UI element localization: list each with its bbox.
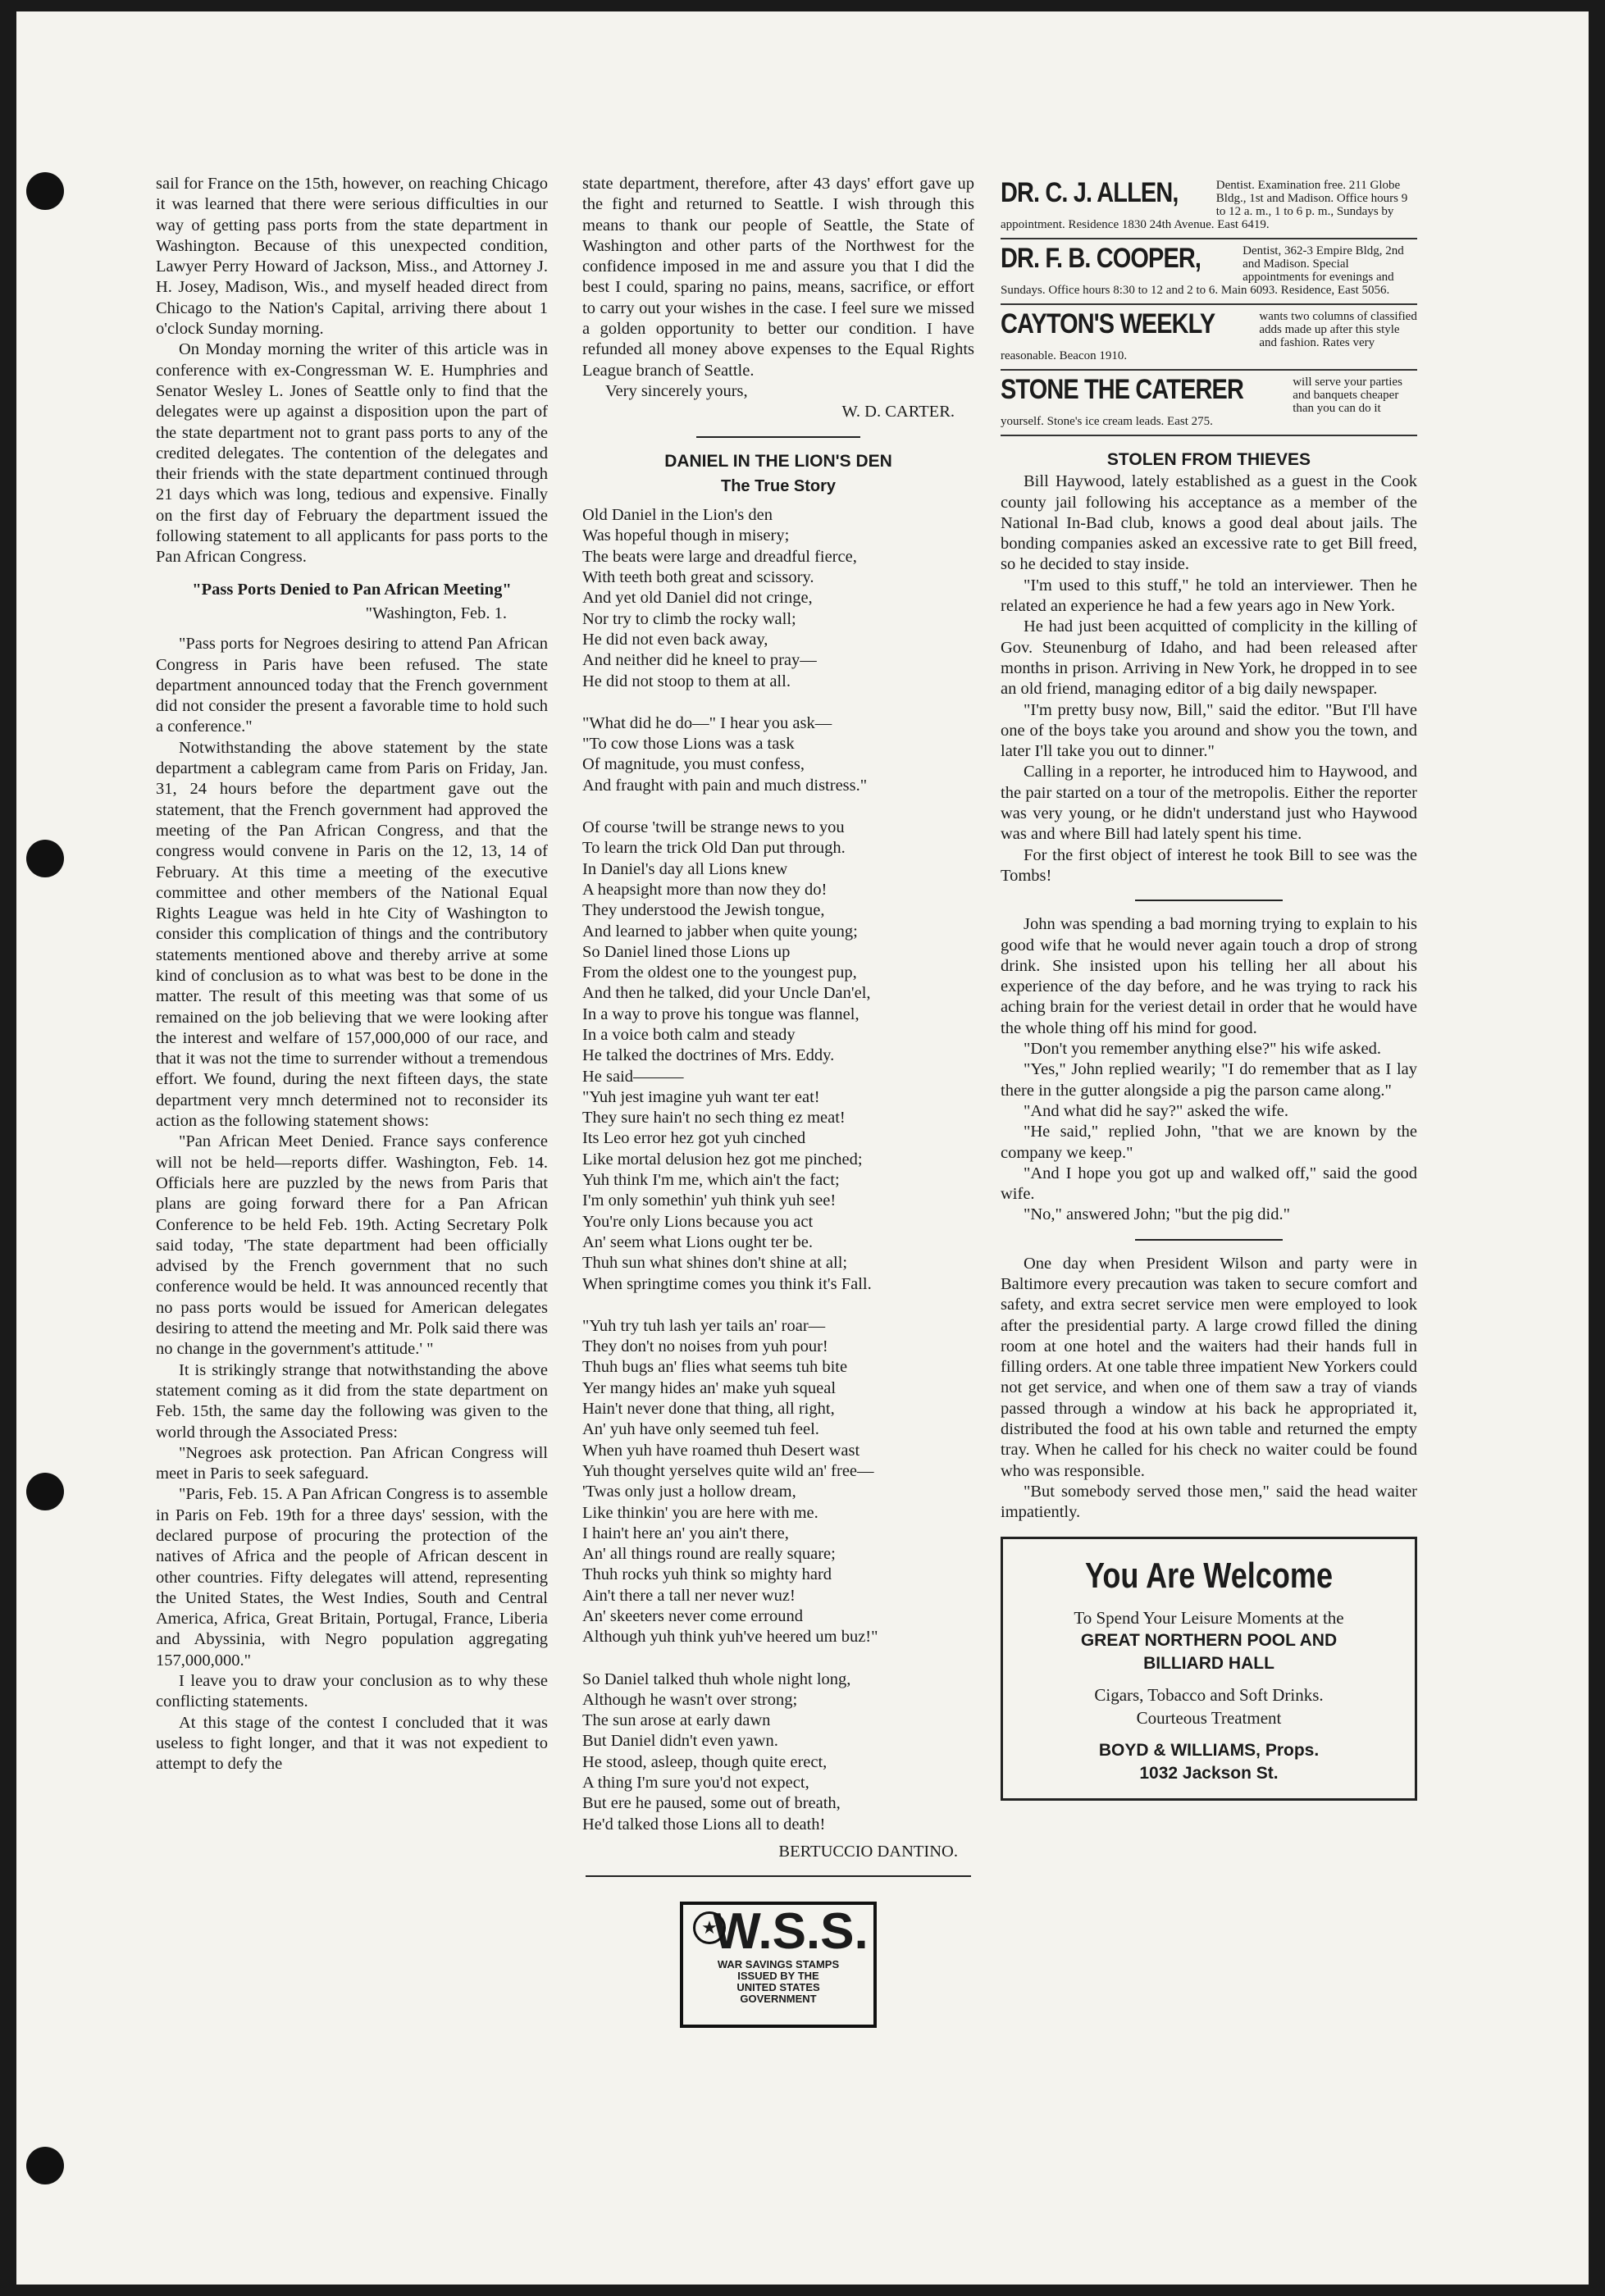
poem-line: He did not stoop to them at all. xyxy=(582,672,791,690)
paragraph: "Yes," John replied wearily; "I do remember that as I lay there in the gutter alongside a pig the parson came along." xyxy=(1001,1060,1417,1100)
divider xyxy=(1135,900,1283,901)
poem-line: When yuh have roamed thuh Desert wast xyxy=(582,1441,860,1460)
poem-line: He stood, asleep, though quite erect, xyxy=(582,1752,828,1771)
paragraph: "He said," replied John, "that we are known by the company we keep." xyxy=(1001,1123,1417,1162)
poem-line: Although yuh think yuh've heered um buz!" xyxy=(582,1628,878,1647)
poem-line: I'm only somethin' yuh think yuh see! xyxy=(582,1191,837,1210)
paragraph: "I'm pretty busy now, Bill," said the editor. "But I'll have one of the boys take you around and show you the town, and later I'll take you out to dinner." xyxy=(1001,700,1417,761)
poem-title: DANIEL IN THE LION'S DEN xyxy=(664,451,892,471)
paragraph: "But somebody served those men," said the head waiter impatiently. xyxy=(1001,1482,1417,1522)
binder-hole xyxy=(26,1473,64,1510)
classified-ad xyxy=(1001,371,1417,436)
poem-line: Yuh think I'm me, which ain't the fact; xyxy=(582,1171,840,1190)
poem-line: "Yuh jest imagine yuh want ter eat! xyxy=(582,1087,820,1106)
column-1 xyxy=(156,174,548,1775)
poem-line: Ain't there a tall ner never wuz! xyxy=(582,1586,796,1605)
poem-line: But ere he paused, some out of breath, xyxy=(582,1794,841,1813)
poem-line: And learned to jabber when quite young; xyxy=(582,922,858,941)
wss-line: ISSUED BY THE xyxy=(737,1970,819,1983)
poem-line: Thuh bugs an' flies what seems tuh bite xyxy=(582,1358,848,1377)
poem-stanza xyxy=(582,1316,974,1648)
poem-stanza xyxy=(582,713,974,796)
ad-line: Cigars, Tobacco and Soft Drinks. xyxy=(1094,1684,1324,1705)
paragraph: sail for France on the 15th, however, on reaching Chicago it was learned that there were serious difficulties in our way of getting pass ports from the state department in Washington. Because of this unexpected condition, Lawyer Perry Howard of Jackson, Miss., and Attorney J. H. Josey, Madison, Wis., and myself headed direct from Chicago to the Nation's Capital, arriving there about 1 o'clock Sunday morning. xyxy=(156,175,548,339)
ad-line: GREAT NORTHERN POOL AND xyxy=(1080,1630,1338,1650)
poem-line: But Daniel didn't even yawn. xyxy=(582,1732,778,1751)
wss-line: WAR SAVINGS STAMPS xyxy=(717,1958,840,1971)
paragraph: "Don't you remember anything else?" his wife asked. xyxy=(1024,1040,1382,1059)
poem-line: An' seem what Lions ought ter be. xyxy=(582,1232,813,1251)
poem-line: Like mortal delusion hez got me pinched; xyxy=(582,1150,863,1168)
poem-line: He'd talked those Lions all to death! xyxy=(582,1815,826,1834)
poem-line: He did not even back away, xyxy=(582,630,768,649)
poem-line: Was hopeful though in misery; xyxy=(582,526,790,545)
paragraph: "And I hope you got up and walked off," said the good wife. xyxy=(1001,1164,1417,1204)
poem-line: Its Leo error hez got yuh cinched xyxy=(582,1129,806,1148)
ad-line: Courteous Treatment xyxy=(1136,1707,1282,1728)
letter-closing: Very sincerely yours, xyxy=(605,381,748,400)
poem-author: BERTUCCIO DANTINO. xyxy=(778,1842,958,1861)
poem-line: Thuh rocks yuh think so mighty hard xyxy=(582,1565,832,1584)
paragraph: At this stage of the contest I concluded that it was useless to fight longer, and that it was not expedient to attempt to defy the xyxy=(156,1713,548,1774)
poem-line: Thuh sun what shines don't shine at all; xyxy=(582,1254,848,1273)
article-heading: STOLEN FROM THIEVES xyxy=(1106,450,1311,469)
poem-line: He said——— xyxy=(582,1067,684,1086)
column-2 xyxy=(582,174,974,2028)
ad-text: wants two columns of classified adds made up after this style and fashion. Rates very reasonable. Beacon 1910. xyxy=(1001,310,1417,362)
poem-line: And then he talked, did your Uncle Dan'el, xyxy=(582,984,871,1003)
classified-ad xyxy=(1001,239,1417,305)
poem-line: They sure hain't no sech thing ez meat! xyxy=(582,1109,846,1128)
poem-line: You're only Lions because you act xyxy=(582,1212,814,1231)
ad-text: Dentist, 362-3 Empire Bldg, 2nd and Madison. Special appointments for evenings and Sundays. Office hours 8:30 to 12 and 2 to 6. Main 6093. Residence, East 5056. xyxy=(1001,244,1404,297)
divider xyxy=(1135,1239,1283,1241)
paragraph: Calling in a reporter, he introduced him to Haywood, and the pair started on a tour of the metropolis. Either the reporter was very young, or he didn't understand just who Haywood was and where Bill had lately spent his time. xyxy=(1001,763,1417,844)
poem-stanza xyxy=(582,818,974,1295)
ad-line: 1032 Jackson St. xyxy=(1139,1763,1279,1783)
binder-hole xyxy=(26,2147,64,2184)
poem-line: So Daniel talked thuh whole night long, xyxy=(582,1670,851,1688)
classified-ad xyxy=(1001,174,1417,239)
poem-line: With teeth both great and scissory. xyxy=(582,568,814,587)
paragraph: John was spending a bad morning trying to explain to his good wife that he would never again touch a drop of strong drink. She insisted upon his telling her all about his experience of the day before, and he was trying to rack his aching brain for the veriest detail in order that he would have the whole thing off his mind for good. xyxy=(1001,915,1417,1037)
poem-line: An' yuh have only seemed tuh feel. xyxy=(582,1420,819,1439)
letter-signature: W. D. CARTER. xyxy=(841,403,955,421)
ad-line: BOYD & WILLIAMS, Props. xyxy=(1098,1740,1320,1760)
paragraph: Notwithstanding the above statement by the state department a cablegram came from Paris on Friday, Jan. 31, 24 hours before the department gave out the statement, that the French government had approved the meeting of the Pan African Congress, and that the congress would convene in Paris on the 12, 13, 14 of February. At this time a meeting of the executive committee and other members of the National Equal Rights League was held in hte City of Washington to consider this complication of things and the contributory statements mentioned above and thereby arrive at some kind of conclusion as to what was best to be done in the matter. The result of this meeting was that some of us remained on the job believing that we were looking after the interest and welfare of 157,000,000 of our race, and that it was not the time to surrender without a tremendous effort. We found, during the next fifteen days, the state department very mnch determined not to reconsider its action as the following statement shows: xyxy=(156,738,548,1131)
paragraph: I leave you to draw your conclusion as to why these conflicting statements. xyxy=(156,1672,548,1711)
article-heading: "Pass Ports Denied to Pan African Meeting" xyxy=(192,580,512,599)
pool-hall-ad xyxy=(1001,1537,1417,1801)
poem-line: Old Daniel in the Lion's den xyxy=(582,506,773,525)
ad-line: BILLIARD HALL xyxy=(1143,1653,1274,1673)
paragraph: On Monday morning the writer of this article was in conference with ex-Congressman W. E. Humphries and Senator Wesley L. Jones of Seattle only to find that the delegates were up against a disposition upon the part of the state department not to grant pass ports to any of the credited delegates. The contention of the delegates and their friends with the state department continued through 21 days which was long, tedious and expensive. Finally on the first day of February the department issued the following statement to all applicants for pass ports to the Pan African Congress. xyxy=(156,340,548,567)
divider xyxy=(586,1875,971,1877)
ad-name: DR. C. J. ALLEN, xyxy=(1001,177,1179,208)
wss-lettering: W.S.S. xyxy=(713,1903,869,1961)
poem-line: Yuh thought yerselves quite wild an' free— xyxy=(582,1461,874,1480)
poem xyxy=(582,505,974,1835)
poem-line: Hain't never done that thing, all right, xyxy=(582,1400,835,1419)
poem-line: They don't no noises from yuh pour! xyxy=(582,1337,828,1356)
poem-line: "Yuh try tuh lash yer tails an' roar— xyxy=(582,1316,826,1335)
paragraph: "Negroes ask protection. Pan African Congress will meet in Paris to seek safeguard. xyxy=(156,1443,548,1483)
poem-line: The beats were large and dreadful fierce, xyxy=(582,547,857,566)
paragraph: "And what did he say?" asked the wife. xyxy=(1024,1101,1289,1120)
paragraph: "Paris, Feb. 15. A Pan African Congress is to assemble in Paris on Feb. 19th for a three days' session, with the declared purpose of procuring the protection of the natives of Africa and the people of African descent in other countries. Fifty delegates will attend, representing the United States, the West Indies, South and Central America, Africa, Great Britain, Portugal, France, Liberia and Abyssinia, with Negro population aggregating 157,000,000." xyxy=(156,1485,548,1670)
poem-line: To learn the trick Old Dan put through. xyxy=(582,839,846,858)
paragraph: He had just been acquitted of complicity in the killing of Gov. Steunenburg of Idaho, and had been released after months in prison. Arriving in New York, he dropped in to see an old friend, managing editor of a big daily newspaper. xyxy=(1001,617,1417,699)
paragraph: "Pan African Meet Denied. France says conference will not be held—reports differ. Washington, Feb. 14. Officials here are puzzled by the news from Paris that plans are going forward there for a Pan African Conference to be held Feb. 19th. Acting Secretary Polk said today, 'The state department had been officially advised by the French government that no such conference would be held. It was announced recently that no pass ports would be issued for American delegates desiring to attend the meeting and Mr. Polk said there was no change in the government's attitude.' " xyxy=(156,1132,548,1359)
poem-line: "What did he do—" I hear you ask— xyxy=(582,713,832,732)
poem-line: And fraught with pain and much distress." xyxy=(582,776,868,795)
poem-stanza xyxy=(582,1670,974,1835)
poem-line: He talked the doctrines of Mrs. Eddy. xyxy=(582,1046,835,1065)
paragraph: "No," answered John; "but the pig did." xyxy=(1024,1205,1290,1224)
poem-line: Yer mangy hides an' make yuh squeal xyxy=(582,1378,837,1397)
poem-line: In a voice both calm and steady xyxy=(582,1025,796,1044)
poem-line: When springtime comes you think it's Fall. xyxy=(582,1274,872,1293)
poem-line: From the oldest one to the youngest pup, xyxy=(582,963,857,982)
poem-line: An' all things round are really square; xyxy=(582,1545,836,1564)
paragraph: One day when President Wilson and party were in Baltimore every precaution was taken to secure comfort and safety, and extra secret service men were employed to look after the presidential party. A large crowd filled the dining room at one hotel and the waiters had their hands full in filling orders. At one table three impatient New Yorkers could not get service, and when one of them saw a tray of viands passed through a window at his back he appropriated it, distributed the food at his own table and returned the empty tray. When he called for his check no waiter could be found who was responsible. xyxy=(1001,1254,1417,1480)
star-icon: ★ xyxy=(693,1911,726,1944)
poem-line: And yet old Daniel did not cringe, xyxy=(582,589,813,608)
poem-line: "To cow those Lions was a task xyxy=(582,735,795,754)
binder-hole xyxy=(26,172,64,210)
war-savings-stamps-logo xyxy=(680,1902,877,2028)
paragraph: "I'm used to this stuff," he told an interviewer. Then he related an experience he had a few years ago in New York. xyxy=(1001,576,1417,616)
poem-line: And neither did he kneel to pray— xyxy=(582,651,817,670)
poem-line: I hain't here an' you ain't there, xyxy=(582,1524,789,1542)
poem-line: So Daniel lined those Lions up xyxy=(582,942,791,961)
poem-line: Although he wasn't over strong; xyxy=(582,1690,798,1709)
poem-line: Of course 'twill be strange news to you xyxy=(582,818,845,837)
poem-line: Nor try to climb the rocky wall; xyxy=(582,609,796,628)
ad-line: To Spend Your Leisure Moments at the xyxy=(1074,1607,1344,1628)
ad-name: STONE THE CATERER xyxy=(1001,374,1243,405)
poem-line: A thing I'm sure you'd not expect, xyxy=(582,1774,809,1793)
poem-subtitle: The True Story xyxy=(720,476,837,495)
poem-line: An' skeeters never come erround xyxy=(582,1607,803,1625)
poem-line: 'Twas only just a hollow dream, xyxy=(582,1483,796,1501)
poem-line: In Daniel's day all Lions knew xyxy=(582,859,788,878)
ad-text: will serve your parties and banquets cheaper than you can do it yourself. Stone's ice cream leads. East 275. xyxy=(1001,376,1402,428)
column-3 xyxy=(1001,174,1417,1801)
poem-line: In a way to prove his tongue was flannel, xyxy=(582,1004,859,1023)
poem-stanza xyxy=(582,505,974,692)
poem-line: The sun arose at early dawn xyxy=(582,1711,771,1730)
poem-line: They understood the Jewish tongue, xyxy=(582,901,825,920)
poem-line: A heapsight more than now they do! xyxy=(582,880,828,899)
poem-line: Like thinkin' you are here with me. xyxy=(582,1503,818,1522)
paragraph: For the first object of interest he took Bill to see was the Tombs! xyxy=(1001,845,1417,885)
dateline: "Washington, Feb. 1. xyxy=(365,604,507,622)
ad-name: CAYTON'S WEEKLY xyxy=(1001,308,1215,339)
paragraph: "Pass ports for Negroes desiring to attend Pan African Congress in Paris have been refused. The state department announced today that the French government did not consider the present a favorable time to hold such a conference." xyxy=(156,635,548,736)
paragraph: It is strikingly strange that notwithstanding the above statement coming as it did from the state department on Feb. 15th, the same day the following was given to the world through the Associated Press: xyxy=(156,1360,548,1442)
ad-text: Dentist. Examination free. 211 Globe Bldg., 1st and Madison. Office hours 9 to 12 a. m., 1 to 6 p. m., Sundays by appointment. Residence 1830 24th Avenue. East 6419. xyxy=(1001,179,1408,231)
poem-line: Of magnitude, you must confess, xyxy=(582,755,805,774)
wss-line: GOVERNMENT xyxy=(740,1993,817,2006)
paragraph: Bill Haywood, lately established as a guest in the Cook county jail following his acceptance as a member of the National In-Bad club, knows a good deal about jails. The bonding companies asked an excessive rate to get Bill freed, so he decided to stay inside. xyxy=(1001,472,1417,574)
wss-line: UNITED STATES xyxy=(736,1981,820,1994)
ad-name: DR. F. B. COOPER, xyxy=(1001,243,1201,274)
ad-title: You Are Welcome xyxy=(1084,1555,1334,1596)
classified-ad xyxy=(1001,305,1417,371)
letter-text: state department, therefore, after 43 days' effort gave up the fight and returned to Seattle. I wish through this means to thank our people of Seattle, the State of Washington and other parts of the Northwest for the confidence imposed in me and assure you that I did the best I could, sparing no pains, means, sacrifice, or effort to carry out your wishes in the case. I feel sure we missed a golden opportunity to better our condition. I have refunded all money above expenses to the Equal Rights League branch of Seattle. xyxy=(582,175,974,380)
newspaper-page xyxy=(16,11,1589,2285)
divider xyxy=(696,436,860,438)
binder-hole xyxy=(26,840,64,877)
